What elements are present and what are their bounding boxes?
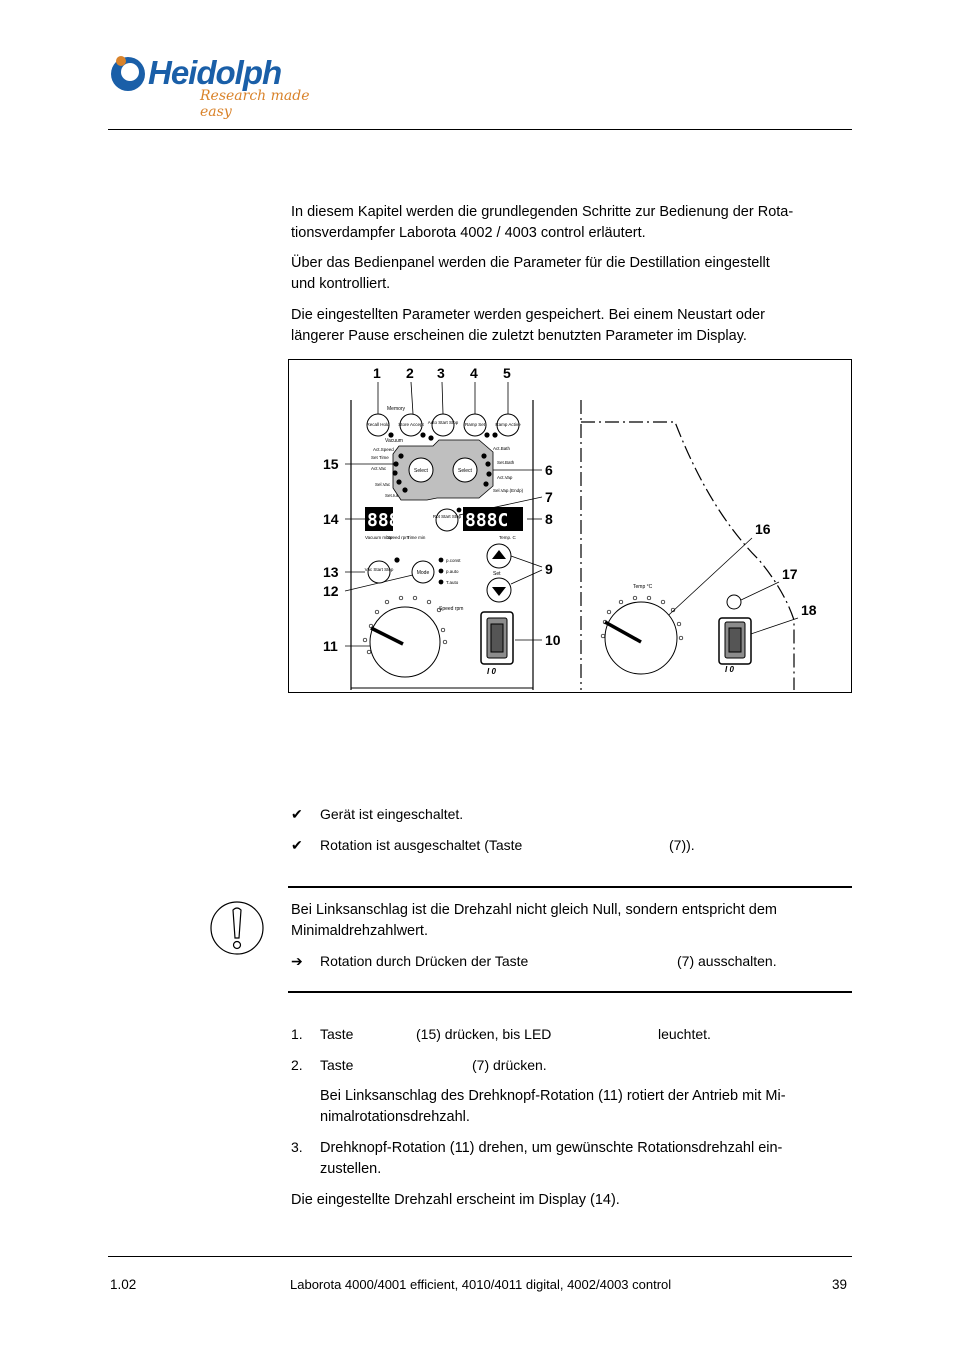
callout-1: 1 [373,365,381,381]
note-text: Bei Linksanschlag ist die Drehzahl nicht gleich Null, sondern entspricht dem Minimaldrehzahlwert. [291,902,778,939]
led-set-bath: Set.Bath [497,460,515,465]
step-2-a: Taste [320,1057,354,1073]
step-1-number: 1. [291,1026,303,1042]
callout-18: 18 [801,602,817,618]
control-panel-figure [288,359,852,693]
footer-rule [108,1256,852,1257]
callout-11: 11 [323,638,338,654]
header-rule [108,129,852,130]
step-2-note: Bei Linksanschlag des Drehknopf-Rotation (11) rotiert der Antrieb mit Mi- nimalrotationsdrehzahl. [320,1088,786,1125]
step-2-number: 2. [291,1057,303,1073]
step-1-b: (15) drücken, bis LED [416,1026,552,1042]
select-right-button[interactable]: Select [458,468,472,474]
unit-speed: Speed rpm [387,535,410,540]
caution-icon [208,898,268,958]
led-act-speed: Act.Speed [373,447,394,452]
led-set-time: Set Time [371,455,389,460]
callout-4: 4 [470,365,478,381]
mode-p-const: p.const [446,558,461,563]
unit-temp: Temp. C [499,535,516,540]
note-bottom-rule [288,991,852,993]
led-act-vap: Act.Vap [497,475,513,480]
select-left-button[interactable]: Select [414,468,428,474]
unit-vacuum: Vacuum mbar [365,535,393,540]
callout-3: 3 [437,365,445,381]
memory-label: Memory [387,406,406,412]
recall-button[interactable]: Recall Hold [366,422,390,427]
prereq-2-tail: (7)). [669,837,695,853]
callout-2: 2 [406,365,414,381]
callout-10: 10 [545,632,561,648]
ramp-active-button[interactable]: Ramp Active [495,422,521,427]
display-right: 888C [465,510,509,531]
callout-6: 6 [545,462,553,478]
step-3-text: Drehknopf-Rotation (11) drehen, um gewünschte Rotationsdrehzahl ein- zustellen. [320,1140,783,1177]
logo-wordmark: Heidolph [148,54,282,91]
set-label: Set [493,571,501,577]
page-number: 39 [832,1277,848,1292]
mode-button[interactable]: Mode [416,570,430,576]
vac-start-stop-button[interactable]: Vac Start Stop [364,567,394,572]
intro-paragraph-3: Die eingestellten Parameter werden gespeichert. Bei einem Neustart oder längerer Pause erscheinen die zuletzt benutzten Parameter im Display. [291,307,765,344]
callout-14: 14 [323,511,339,527]
step-3-number: 3. [291,1139,303,1155]
store-button[interactable]: Store Accept [398,422,424,427]
callout-17: 17 [782,566,798,582]
step-1-a: Taste [320,1026,354,1042]
note-action: Rotation durch Drücken der Taste [320,953,529,969]
heidolph-logo [108,52,328,120]
step-1-c: leuchtet. [658,1026,711,1042]
check-icon: ✔ [291,837,303,853]
mode-t-auto: T.auto [446,580,459,585]
indicator-lamp [727,595,741,609]
vacuum-label: Vacuum [385,438,403,444]
callout-15: 15 [323,456,339,472]
logo-tagline: Research made easy [200,88,310,120]
rotation-knob[interactable] [370,607,440,677]
closing-text: Die eingestellte Drehzahl erscheint im Display (14). [291,1192,620,1208]
auto-button[interactable]: Auto Start Stop [427,420,459,425]
unit-time: Time min [407,535,426,540]
footer-version: 1.02 [110,1277,137,1292]
callout-8: 8 [545,511,553,527]
callout-12: 12 [323,583,339,599]
check-icon: ✔ [291,806,303,822]
temperature-knob[interactable] [605,602,677,674]
led-act-bath: Act.Bath [493,446,511,451]
switch-io-label: I 0 [487,667,496,676]
mode-p-auto: p.auto [446,569,459,574]
ramp-set-button[interactable]: Ramp Set [464,422,486,427]
switch-io-label-right: I 0 [725,665,734,674]
led-act-vac: Act.Vac [371,466,387,471]
display-left: 8888 [367,510,411,531]
prereq-2: Rotation ist ausgeschaltet (Taste [320,837,523,853]
led-sel-vac: Sel.Vac [375,482,391,487]
callout-9: 9 [545,561,553,577]
led-sel-vap: Sel.Vap.(Endp) [493,488,524,493]
callout-7: 7 [545,489,553,505]
step-2-b: (7) drücken. [472,1057,547,1073]
led-set-iut: Set.Iut [385,493,399,498]
intro-paragraph-1: In diesem Kapitel werden die grundlegenden Schritte zur Bedienung der Rota- tionsverdampfer Laborota 4002 / 4003 control erläutert. [291,204,794,241]
rot-start-stop-button[interactable]: Rot Start Stop [432,514,462,519]
footer-title: Laborota 4000/4001 efficient, 4010/4011 digital, 4002/4003 control [290,1277,672,1292]
temp-label: Temp °C [633,584,653,590]
callout-16: 16 [755,521,771,537]
callout-13: 13 [323,564,339,580]
callout-5: 5 [503,365,511,381]
logo-emblem-icon [108,52,152,96]
intro-paragraph-2: Über das Bedienpanel werden die Parameter für die Destillation eingestellt und kontrolliert. [291,255,770,292]
note-top-rule [288,886,852,888]
speed-label: Speed rpm [439,606,464,612]
prereq-1: Gerät ist eingeschaltet. [320,806,464,822]
note-action-tail: (7) ausschalten. [677,953,777,969]
arrow-right-icon: ➔ [291,953,303,969]
